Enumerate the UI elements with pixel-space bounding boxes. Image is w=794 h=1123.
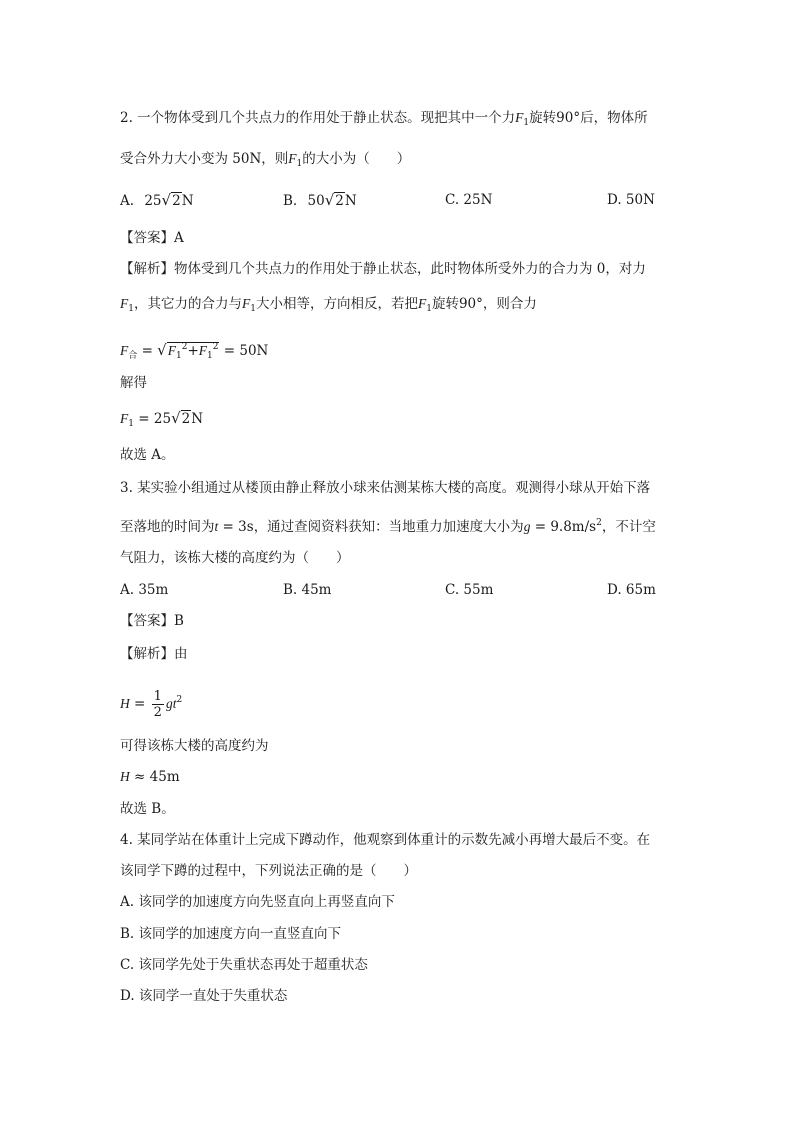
q2-answer: 【答案】A xyxy=(120,230,184,246)
q2-stem-line1: 2. 一个物体受到几个共点力的作用处于静止状态。现把其中一个力$F_1$旋转90°后，物体所 xyxy=(120,110,648,128)
q3-conclusion: 故选 B。 xyxy=(120,801,175,817)
fraction-half: $\frac{1}{2}$ xyxy=(153,689,162,720)
q2-analysis-line2: $F_1$，其它力的合力与$F_1$大小相等，方向相反，若把$F_1$旋转90°，则合力 xyxy=(120,296,537,314)
q3-option-c: C. 55m xyxy=(445,582,494,598)
q2-equation-result: $F_1 = 25√2N$ xyxy=(120,409,204,429)
q2-analysis-line1: 【解析】物体受到几个共点力的作用处于静止状态，此时物体所受外力的合力为 0，对力 xyxy=(120,261,646,277)
q4-stem-line1: 4. 某同学站在体重计上完成下蹲动作，他观察到体重计的示数先减小再增大最后不变。在 xyxy=(120,832,651,848)
q3-stem-line1: 3. 某实验小组通过从楼顶由静止释放小球来估测某栋大楼的高度。观测得小球从开始下落 xyxy=(120,480,651,496)
q3-equation-height: H = $\frac{1}{2}$ $gt^2$ xyxy=(120,689,183,720)
q3-stem-line3: 气阻力，该栋大楼的高度约为（ ） xyxy=(120,550,350,566)
q4-option-d: D. 该同学一直处于失重状态 xyxy=(120,988,288,1004)
q3-option-a: A. 35m xyxy=(120,582,169,598)
q3-stem-line2: 至落地的时间为t = 3s，通过查阅资料获知：当地重力加速度大小为$g = 9.8m/s^2$，不计空 xyxy=(120,518,656,535)
q2-equation-resultant: $F_合 = √F_1^2+F_1^2 = 50N$ xyxy=(120,341,269,361)
q4-option-b: B. 该同学的加速度方向一直竖直向下 xyxy=(120,926,342,942)
q3-answer: 【答案】B xyxy=(120,613,184,629)
q4-option-c: C. 该同学先处于失重状态再处于超重状态 xyxy=(120,957,368,973)
q2-conclusion: 故选 A。 xyxy=(120,447,175,463)
q2-option-d: D. 50N xyxy=(607,192,655,208)
q3-option-d: D. 65m xyxy=(607,582,656,598)
q3-text2: 可得该栋大楼的高度约为 xyxy=(120,738,269,754)
q3-analysis-line1: 【解析】由 xyxy=(120,646,188,662)
q3-option-b: B. 45m xyxy=(283,582,332,598)
q3-equation-approx: H ≈ 45m xyxy=(120,769,180,785)
q4-stem-line2: 该同学下蹲的过程中，下列说法正确的是（ ） xyxy=(120,863,417,879)
q2-option-c: C. 25N xyxy=(445,192,493,208)
q2-option-b: B. 50√2N xyxy=(283,191,357,209)
q4-option-a: A. 该同学的加速度方向先竖直向上再竖直向下 xyxy=(120,894,395,910)
q2-stem-line2: 受合外力大小变为 50N，则$F_1$的大小为（ ） xyxy=(120,151,411,169)
q2-jiede: 解得 xyxy=(120,375,147,391)
q2-option-a: A. 25√2N xyxy=(120,191,194,209)
